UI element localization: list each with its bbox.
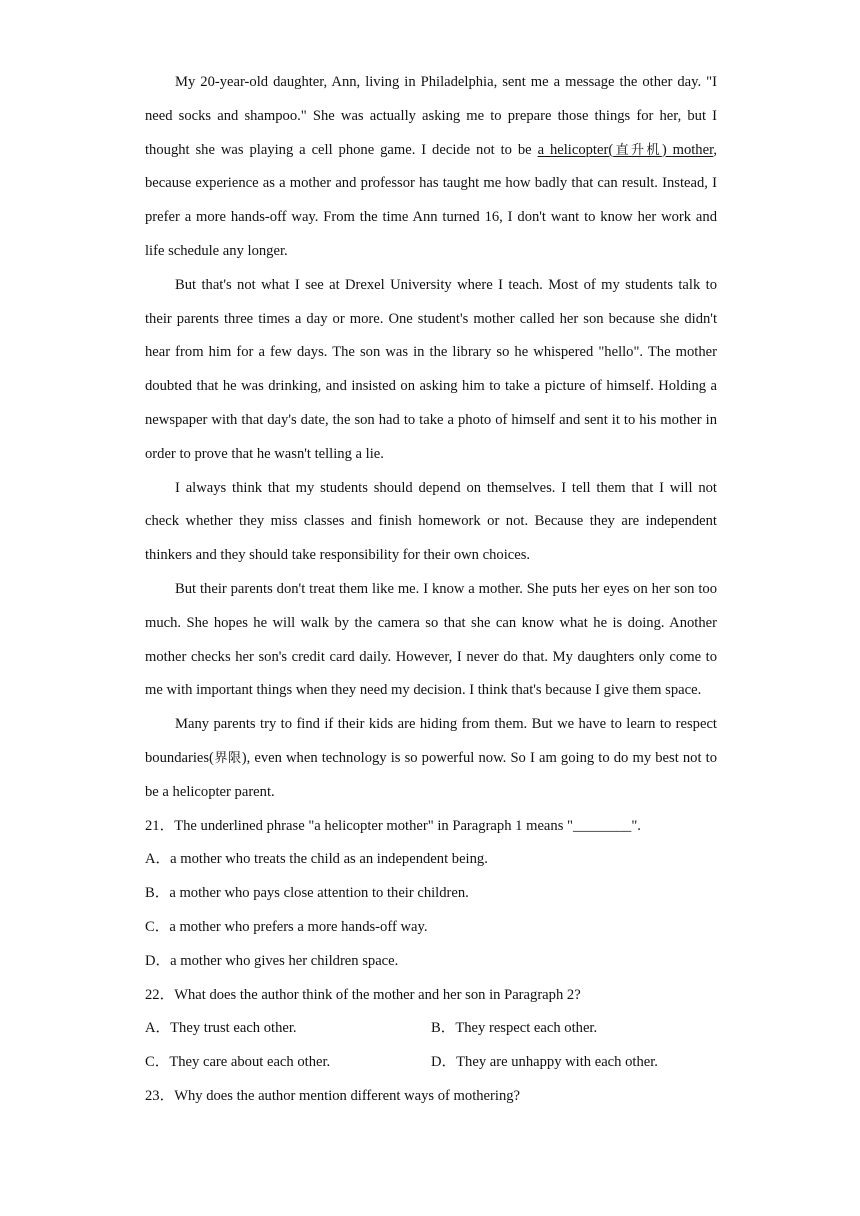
question-21-stem: 21．The underlined phrase "a helicopter mother" in Paragraph 1 means "________". xyxy=(145,817,641,834)
question-21-option-b[interactable]: B．a mother who pays close attention to their children. xyxy=(145,885,469,902)
underlined-phrase xyxy=(538,142,714,158)
underlined-phrase-tail: ) mother xyxy=(661,141,714,158)
paragraph-3: I always think that my students should depend on themselves. I tell them that I will not check whether they miss classes and finish homework or not. Because they are independent thinkers and they should take responsibility for their own choices. xyxy=(145,479,717,564)
paragraph-4: But their parents don't treat them like me. I know a mother. She puts her eyes on her son too much. She hopes he will walk by the camera so that she can know what he is doing. Another mother checks her son's credit card daily. However, I never do that. My daughters only come to me with important things when they need my decision. I think that's because I give them space. xyxy=(145,580,717,699)
paragraph-5-text-start: Many parents try to find if their kids are hiding from them. But we have to learn to respect boundaries( xyxy=(145,716,717,766)
question-22-option-c[interactable]: C．They care about each other. xyxy=(145,1054,331,1071)
question-22-options-row-2 xyxy=(145,1046,717,1080)
paragraph-1-text-start: My 20-year-old daughter, Ann, living in Philadelphia, sent me a message the other day. "I need socks and shampoo." She was actually asking me to prepare those things for her, but I thought she was playing a cell phone game. I decide not to be xyxy=(145,74,717,158)
paragraph-1 xyxy=(145,66,717,269)
document-page xyxy=(145,66,717,1114)
question-23 xyxy=(145,1080,717,1114)
paragraph-2: But that's not what I see at Drexel University where I teach. Most of my students talk to their parents three times a day or more. One student's mother called her son because she didn't hear from him for a few days. The son was in the library so he whispered "hello". The mother doubted that he was drinking, and insisted on asking him to take a picture of himself. Holding a newspaper with that day's date, the son had to take a photo of himself and sent it to his mother in order to prove that he wasn't telling a lie. xyxy=(145,276,717,462)
question-22-stem: 22．What does the author think of the mother and her son in Paragraph 2? xyxy=(145,986,581,1003)
question-21-option-a[interactable]: A．a mother who treats the child as an independent being. xyxy=(145,851,488,868)
paragraph-5-text-end: ), even when technology is so powerful now. So I am going to do my best not to be a helicopter parent. xyxy=(145,749,717,800)
underlined-phrase-cjk: 直升机 xyxy=(613,142,662,158)
question-22-option-a[interactable]: A．They trust each other. xyxy=(145,1020,297,1037)
question-21-option-d[interactable]: D．a mother who gives her children space. xyxy=(145,952,399,969)
question-22-option-d[interactable]: D．They are unhappy with each other. xyxy=(431,1054,658,1071)
question-22-options-row-1 xyxy=(145,1012,717,1046)
paragraph-5 xyxy=(145,708,717,809)
question-22 xyxy=(145,979,717,1080)
question-23-stem: 23．Why does the author mention different ways of mothering? xyxy=(145,1087,521,1104)
paragraph-5-cjk: 界限 xyxy=(213,750,242,766)
paragraph-1-text-end: , because experience as a mother and professor has taught me how badly that can result. Instead, I prefer a more hands-off way. From the time Ann turned 16, I don't want to know her work and life schedule any longer. xyxy=(145,141,717,259)
question-21 xyxy=(145,810,717,979)
question-22-option-b[interactable]: B．They respect each other. xyxy=(431,1020,598,1037)
question-21-option-c[interactable]: C．a mother who prefers a more hands-off way. xyxy=(145,918,428,935)
underlined-phrase-en: a helicopter( xyxy=(537,141,614,158)
